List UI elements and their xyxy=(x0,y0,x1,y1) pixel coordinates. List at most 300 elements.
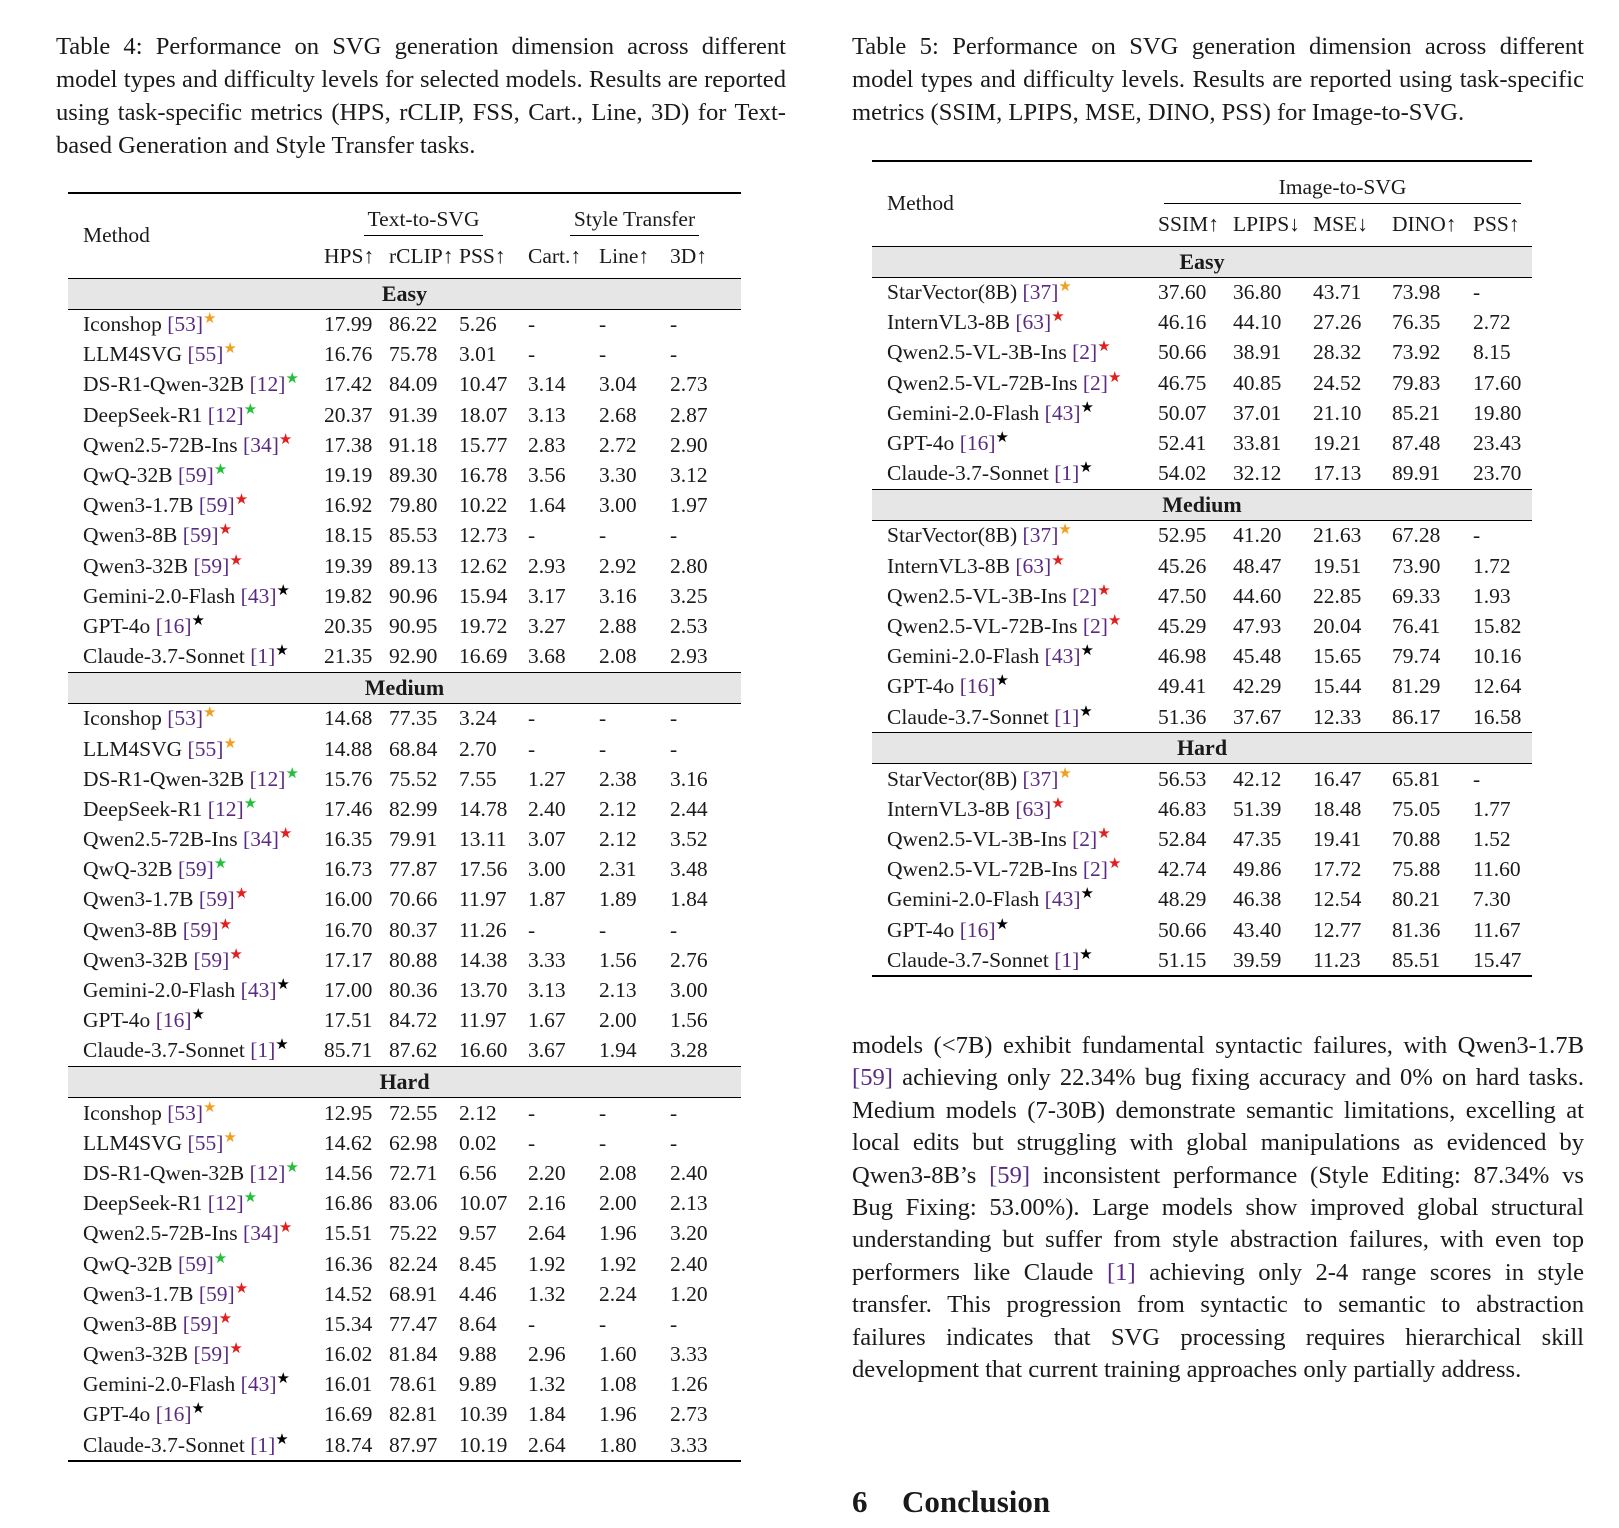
value-cell: 76.35 xyxy=(1392,310,1441,335)
value-cell: 19.80 xyxy=(1473,400,1522,425)
value-cell: 15.34 xyxy=(324,1311,373,1336)
method-name: GPT-4o xyxy=(887,431,960,456)
table-row xyxy=(68,1219,741,1249)
method-name: Qwen2.5-VL-3B-Ins xyxy=(887,827,1073,852)
value-cell: 84.09 xyxy=(389,372,438,397)
method-name: Gemini-2.0-Flash xyxy=(83,583,241,608)
table-row xyxy=(872,428,1532,458)
table-row xyxy=(68,734,741,764)
table-row xyxy=(872,368,1532,398)
value-cell: 85.51 xyxy=(1392,945,1473,976)
citation-ref: [16] xyxy=(959,431,996,456)
value-cell: 10.16 xyxy=(1473,644,1522,669)
value-cell: - xyxy=(670,1311,678,1336)
method-name: Qwen2.5-72B-Ins xyxy=(83,432,244,457)
method-name: QwQ-32B xyxy=(83,463,178,488)
value-cell: 2.00 xyxy=(599,1008,637,1033)
value-cell: 33.81 xyxy=(1233,431,1282,456)
value-cell: 51.36 xyxy=(1158,704,1207,729)
star-icon: ★ xyxy=(243,1190,258,1206)
table-row xyxy=(872,611,1532,641)
citation-ref: [59] xyxy=(182,523,219,548)
value-cell: - xyxy=(599,523,607,548)
value-cell: 1.97 xyxy=(670,493,708,518)
citation-ref: [1] xyxy=(1054,947,1080,972)
value-cell: - xyxy=(528,342,536,367)
value-cell: 50.07 xyxy=(1158,400,1207,425)
value-cell: 18.15 xyxy=(324,523,373,548)
method-cell xyxy=(68,703,319,734)
value-cell: 10.19 xyxy=(459,1430,528,1461)
method-header: Method xyxy=(68,193,319,278)
method-name: QwQ-32B xyxy=(83,1251,178,1276)
value-cell: 13.70 xyxy=(459,978,508,1003)
column-header: rCLIP↑ xyxy=(389,244,454,269)
value-cell: 42.12 xyxy=(1233,766,1282,791)
method-name: Qwen3-1.7B xyxy=(83,887,199,912)
star-icon: ★ xyxy=(1107,856,1122,873)
value-cell: 16.78 xyxy=(459,463,508,488)
section-heading-conclusion xyxy=(852,1484,1050,1520)
value-cell: 16.58 xyxy=(1473,704,1522,729)
citation-ref: [63] xyxy=(1015,553,1052,578)
method-name: Claude-3.7-Sonnet xyxy=(887,461,1055,486)
value-cell: 27.26 xyxy=(1313,310,1362,335)
value-cell: 15.94 xyxy=(459,583,508,608)
value-cell: 92.90 xyxy=(389,644,438,669)
citation-ref: [63] xyxy=(1015,796,1052,821)
table-row xyxy=(68,460,741,490)
citation-ref: [16] xyxy=(959,917,996,942)
table-row xyxy=(68,764,741,794)
star-icon: ★ xyxy=(275,643,289,659)
value-cell: 85.53 xyxy=(389,523,438,548)
value-cell: - xyxy=(599,342,607,367)
value-cell: 8.15 xyxy=(1473,340,1511,365)
value-cell: 16.02 xyxy=(324,1342,373,1367)
value-cell: 50.66 xyxy=(1158,917,1207,942)
value-cell: 1.77 xyxy=(1473,796,1511,821)
value-cell: 42.29 xyxy=(1233,674,1282,699)
value-cell: 17.13 xyxy=(1313,461,1362,486)
citation-ref: [59] xyxy=(852,1064,893,1092)
method-name: GPT-4o xyxy=(887,917,960,942)
value-cell: - xyxy=(599,312,607,337)
table-row xyxy=(872,277,1532,308)
method-cell xyxy=(872,459,1153,490)
method-name: LLM4SVG xyxy=(83,1130,188,1155)
star-icon: ★ xyxy=(278,1220,293,1237)
method-cell xyxy=(872,945,1153,976)
method-cell xyxy=(872,915,1153,945)
citation-ref: [59] xyxy=(182,1311,219,1336)
value-cell: 2.31 xyxy=(599,857,637,882)
method-name: Gemini-2.0-Flash xyxy=(83,978,241,1003)
value-cell: 21.63 xyxy=(1313,523,1362,548)
citation-ref: [16] xyxy=(155,613,192,638)
method-cell xyxy=(872,642,1153,672)
table-row xyxy=(68,915,741,945)
value-cell: 3.00 xyxy=(528,857,566,882)
value-cell: 76.41 xyxy=(1392,613,1441,638)
star-icon: ★ xyxy=(1051,309,1065,326)
citation-ref: [37] xyxy=(1022,523,1059,548)
method-name: Claude-3.7-Sonnet xyxy=(83,1038,251,1063)
table-row xyxy=(68,1400,741,1430)
table-row xyxy=(68,340,741,370)
value-cell: 16.70 xyxy=(324,917,373,942)
citation-ref: [43] xyxy=(1044,400,1081,425)
table5 xyxy=(872,160,1532,977)
value-cell: 37.01 xyxy=(1233,400,1282,425)
method-cell xyxy=(68,551,319,581)
value-cell: 37.67 xyxy=(1233,704,1282,729)
value-cell: 47.93 xyxy=(1233,613,1282,638)
method-cell xyxy=(872,428,1153,458)
value-cell: 2.93 xyxy=(670,644,708,669)
value-cell: 2.53 xyxy=(670,613,708,638)
value-cell: 15.82 xyxy=(1473,613,1522,638)
method-name: Claude-3.7-Sonnet xyxy=(83,644,251,669)
star-icon: ★ xyxy=(1097,582,1111,599)
value-cell: 1.08 xyxy=(599,1372,637,1397)
star-icon: ★ xyxy=(1051,552,1065,569)
value-cell: 2.00 xyxy=(599,1191,637,1216)
value-cell: 82.81 xyxy=(389,1402,438,1427)
value-cell: 2.08 xyxy=(599,1160,637,1185)
method-cell xyxy=(68,1249,319,1279)
star-icon: ★ xyxy=(1079,946,1093,963)
value-cell: 15.47 xyxy=(1473,945,1532,976)
value-cell: 36.80 xyxy=(1233,280,1282,305)
image-to-svg-group-header: Image-to-SVG xyxy=(1153,161,1532,204)
value-cell: 41.20 xyxy=(1233,523,1282,548)
citation-ref: [43] xyxy=(1044,644,1081,669)
table-row xyxy=(872,459,1532,490)
value-cell: 11.60 xyxy=(1473,857,1521,882)
table-row xyxy=(68,309,741,340)
value-cell: 77.35 xyxy=(389,706,438,731)
star-icon: ★ xyxy=(223,735,237,752)
citation-ref: [2] xyxy=(1072,340,1098,365)
value-cell: - xyxy=(670,342,678,367)
citation-ref: [53] xyxy=(167,706,204,731)
value-cell: 17.00 xyxy=(324,978,373,1003)
value-cell: 17.17 xyxy=(324,947,373,972)
table-row xyxy=(872,581,1532,611)
value-cell: 1.72 xyxy=(1473,553,1511,578)
value-cell: 1.84 xyxy=(528,1402,566,1427)
method-name: Gemini-2.0-Flash xyxy=(83,1372,241,1397)
citation-ref: [43] xyxy=(240,583,277,608)
method-name: StarVector(8B) xyxy=(887,766,1023,791)
section-row-hard xyxy=(68,1067,741,1098)
method-name: Qwen2.5-VL-72B-Ins xyxy=(887,370,1083,395)
citation-ref: [59] xyxy=(193,1342,230,1367)
value-cell: 1.20 xyxy=(670,1281,708,1306)
star-icon: ★ xyxy=(218,916,233,933)
value-cell: 46.38 xyxy=(1233,887,1282,912)
value-cell: 77.87 xyxy=(389,857,438,882)
citation-ref: [1] xyxy=(1054,704,1080,729)
method-name: Qwen2.5-VL-72B-Ins xyxy=(887,613,1083,638)
value-cell: 16.01 xyxy=(324,1372,373,1397)
value-cell: 1.89 xyxy=(599,887,637,912)
citation-ref: [12] xyxy=(207,796,244,821)
star-icon: ★ xyxy=(1079,460,1093,477)
method-name: Gemini-2.0-Flash xyxy=(887,887,1045,912)
table-row xyxy=(872,308,1532,338)
value-cell: 17.56 xyxy=(459,857,508,882)
section-label: Hard xyxy=(872,733,1532,764)
value-cell: 14.38 xyxy=(459,947,508,972)
value-cell: 10.22 xyxy=(459,493,508,518)
section-row-easy xyxy=(68,278,741,309)
value-cell: 2.88 xyxy=(599,613,637,638)
citation-ref: [37] xyxy=(1022,280,1059,305)
method-cell xyxy=(68,491,319,521)
value-cell: 3.16 xyxy=(670,766,708,791)
citation-ref: [59] xyxy=(177,1251,214,1276)
value-cell: 47.35 xyxy=(1233,827,1282,852)
value-cell: 38.91 xyxy=(1233,340,1282,365)
value-cell: 5.26 xyxy=(459,312,497,337)
table-row xyxy=(68,975,741,1005)
section-row-easy xyxy=(872,246,1532,277)
value-cell: 81.84 xyxy=(389,1342,438,1367)
value-cell: 12.64 xyxy=(1473,674,1522,699)
value-cell: 17.46 xyxy=(324,796,373,821)
citation-ref: [2] xyxy=(1082,370,1108,395)
method-name: Qwen3-32B xyxy=(83,947,194,972)
value-cell: 1.67 xyxy=(528,1008,566,1033)
method-name: GPT-4o xyxy=(887,674,960,699)
value-cell: 2.68 xyxy=(599,402,637,427)
table-row xyxy=(68,945,741,975)
value-cell: 3.00 xyxy=(670,978,708,1003)
star-icon: ★ xyxy=(1051,795,1065,812)
section-title: Conclusion xyxy=(902,1484,1051,1519)
star-icon: ★ xyxy=(243,795,258,812)
method-cell xyxy=(872,398,1153,428)
star-icon: ★ xyxy=(203,1099,217,1116)
value-cell: 2.80 xyxy=(670,553,708,578)
star-icon: ★ xyxy=(276,976,290,993)
value-cell: 3.01 xyxy=(459,342,497,367)
value-cell: 2.40 xyxy=(670,1160,708,1185)
citation-ref: [16] xyxy=(155,1402,192,1427)
style-transfer-group-header: Style Transfer xyxy=(528,193,741,236)
value-cell: 3.25 xyxy=(670,583,708,608)
value-cell: 86.17 xyxy=(1392,704,1441,729)
value-cell: 1.93 xyxy=(1473,583,1511,608)
value-cell: 14.78 xyxy=(459,796,508,821)
method-name: StarVector(8B) xyxy=(887,523,1023,548)
value-cell: 18.74 xyxy=(319,1430,389,1461)
body-paragraph xyxy=(852,1030,1584,1386)
method-cell xyxy=(872,368,1153,398)
value-cell: 4.46 xyxy=(459,1281,497,1306)
value-cell: 89.91 xyxy=(1392,461,1441,486)
value-cell: 3.24 xyxy=(459,706,497,731)
value-cell: 75.05 xyxy=(1392,796,1441,821)
citation-ref: [43] xyxy=(240,978,277,1003)
value-cell: 84.72 xyxy=(389,1008,438,1033)
table-row xyxy=(68,581,741,611)
value-cell: 56.53 xyxy=(1158,766,1207,791)
value-cell: 52.95 xyxy=(1158,523,1207,548)
method-cell xyxy=(68,1158,319,1188)
star-icon: ★ xyxy=(1080,643,1094,659)
value-cell: 1.32 xyxy=(528,1372,566,1397)
value-cell: - xyxy=(1473,280,1481,305)
method-cell xyxy=(68,1309,319,1339)
table-row xyxy=(872,672,1532,702)
value-cell: 46.98 xyxy=(1158,644,1207,669)
value-cell: 75.22 xyxy=(389,1221,438,1246)
value-cell: 2.64 xyxy=(528,1430,599,1461)
star-icon: ★ xyxy=(229,552,243,569)
method-cell xyxy=(68,825,319,855)
method-name: InternVL3-8B xyxy=(887,796,1016,821)
method-name: Gemini-2.0-Flash xyxy=(887,644,1045,669)
value-cell: 2.44 xyxy=(670,796,708,821)
value-cell: 1.27 xyxy=(528,766,566,791)
value-cell: 89.13 xyxy=(389,553,438,578)
value-cell: 80.36 xyxy=(389,978,438,1003)
value-cell: 40.85 xyxy=(1233,370,1282,395)
value-cell: 83.06 xyxy=(389,1191,438,1216)
value-cell: 3.16 xyxy=(599,583,637,608)
star-icon: ★ xyxy=(243,401,258,418)
value-cell: 48.47 xyxy=(1233,553,1282,578)
value-cell: 2.73 xyxy=(670,372,708,397)
value-cell: 43.40 xyxy=(1233,917,1282,942)
method-name: Qwen3-8B xyxy=(83,1311,183,1336)
value-cell: - xyxy=(670,736,678,761)
star-icon: ★ xyxy=(229,946,243,963)
method-cell xyxy=(68,1036,319,1067)
value-cell: 1.92 xyxy=(528,1251,566,1276)
value-cell: 87.97 xyxy=(389,1430,459,1461)
value-cell: 1.96 xyxy=(599,1402,637,1427)
value-cell: 28.32 xyxy=(1313,340,1362,365)
citation-ref: [16] xyxy=(155,1008,192,1033)
method-cell xyxy=(68,1219,319,1249)
citation-ref: [37] xyxy=(1022,766,1059,791)
method-cell xyxy=(68,309,319,340)
value-cell: 1.64 xyxy=(528,493,566,518)
value-cell: 9.57 xyxy=(459,1221,497,1246)
citation-ref: [2] xyxy=(1082,857,1108,882)
value-cell: 2.20 xyxy=(528,1160,566,1185)
value-cell: 16.35 xyxy=(324,827,373,852)
citation-ref: [34] xyxy=(243,827,279,852)
value-cell: 23.70 xyxy=(1473,461,1522,486)
value-cell: 90.96 xyxy=(389,583,438,608)
value-cell: - xyxy=(528,917,536,942)
star-icon: ★ xyxy=(278,825,293,842)
table-row xyxy=(68,1006,741,1036)
star-icon: ★ xyxy=(1107,369,1122,386)
method-name: Qwen3-1.7B xyxy=(83,1281,199,1306)
method-name: DeepSeek-R1 xyxy=(83,1191,208,1216)
table-row xyxy=(68,794,741,824)
value-cell: - xyxy=(670,1100,678,1125)
value-cell: 85.71 xyxy=(324,1038,373,1063)
value-cell: 2.96 xyxy=(528,1342,566,1367)
star-icon: ★ xyxy=(191,1401,205,1418)
citation-ref: [1] xyxy=(250,1432,276,1457)
table-row xyxy=(872,915,1532,945)
method-name: Iconshop xyxy=(83,1100,168,1125)
table-row xyxy=(68,1309,741,1339)
value-cell: 17.99 xyxy=(324,312,373,337)
text-to-svg-group-header: Text-to-SVG xyxy=(319,193,528,236)
value-cell: 79.80 xyxy=(389,493,438,518)
value-cell: 2.38 xyxy=(599,766,637,791)
value-cell: 1.32 xyxy=(528,1281,566,1306)
star-icon: ★ xyxy=(1079,703,1093,720)
value-cell: 3.33 xyxy=(670,1342,708,1367)
value-cell: 54.02 xyxy=(1158,461,1207,486)
value-cell: 0.02 xyxy=(459,1130,497,1155)
star-icon: ★ xyxy=(995,429,1009,446)
method-cell xyxy=(872,794,1153,824)
value-cell: 75.52 xyxy=(389,766,438,791)
value-cell: 2.92 xyxy=(599,553,637,578)
citation-ref: [55] xyxy=(187,736,224,761)
method-cell xyxy=(68,734,319,764)
value-cell: - xyxy=(528,1100,536,1125)
citation-ref: [16] xyxy=(959,674,996,699)
citation-ref: [55] xyxy=(187,342,224,367)
star-icon: ★ xyxy=(1107,612,1122,629)
value-cell: 79.91 xyxy=(389,827,438,852)
value-cell: 72.71 xyxy=(389,1160,438,1185)
table-row xyxy=(872,551,1532,581)
value-cell: 16.36 xyxy=(324,1251,373,1276)
method-name: Claude-3.7-Sonnet xyxy=(887,704,1055,729)
table-row xyxy=(68,521,741,551)
value-cell: 44.60 xyxy=(1233,583,1282,608)
value-cell: 80.88 xyxy=(389,947,438,972)
value-cell: 91.39 xyxy=(389,402,438,427)
table-row xyxy=(872,825,1532,855)
method-name: Qwen2.5-VL-3B-Ins xyxy=(887,583,1073,608)
table-row xyxy=(68,430,741,460)
value-cell: 73.90 xyxy=(1392,553,1441,578)
value-cell: - xyxy=(528,312,536,337)
value-cell: 14.56 xyxy=(324,1160,373,1185)
method-cell xyxy=(68,794,319,824)
section-label: Medium xyxy=(872,489,1532,520)
value-cell: 3.00 xyxy=(599,493,637,518)
value-cell: 39.59 xyxy=(1233,945,1313,976)
value-cell: 42.74 xyxy=(1158,857,1207,882)
value-cell: 19.82 xyxy=(324,583,373,608)
paragraph-text: models (<7B) exhibit fundamental syntactic failures, with Qwen3-1.7B xyxy=(852,1032,1584,1059)
value-cell: 51.39 xyxy=(1233,796,1282,821)
paragraph-text: achieving only 22.34% bug fixing accuracy and 0% on hard tasks. Medium models (7-30B) demonstrate semantic limitations, excelling at local edits but struggling with global manipulations as evidenced by Qwen3-8B’s xyxy=(852,1064,1584,1189)
value-cell: - xyxy=(599,1100,607,1125)
method-cell xyxy=(68,1340,319,1370)
value-cell: 46.16 xyxy=(1158,310,1207,335)
value-cell: 18.07 xyxy=(459,402,508,427)
method-cell xyxy=(68,855,319,885)
value-cell: 17.60 xyxy=(1473,370,1522,395)
method-cell xyxy=(68,1370,319,1400)
